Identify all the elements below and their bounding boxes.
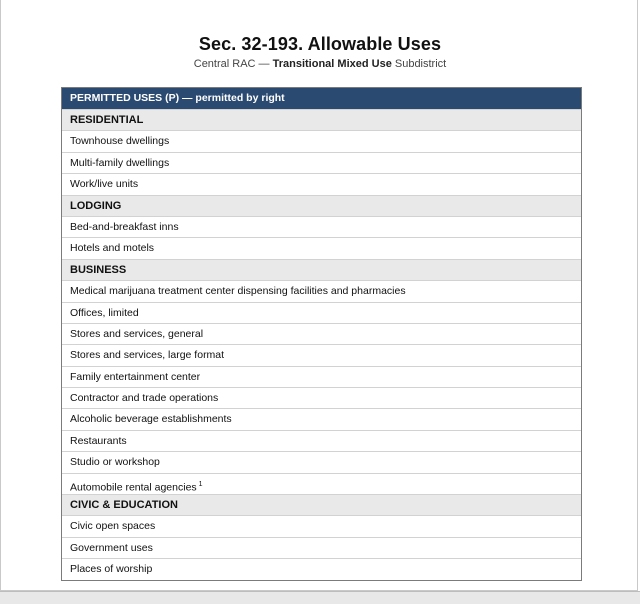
use-label: Medical marijuana treatment center dispensing facilities and pharmacies — [70, 285, 406, 298]
page-title: Sec. 32-193. Allowable Uses — [198, 34, 442, 54]
table-row — [62, 173, 581, 194]
category-row — [62, 109, 581, 130]
use-label: Bed-and-breakfast inns — [70, 220, 179, 233]
table-row — [62, 408, 581, 429]
footnote-marker: 1 — [198, 480, 203, 488]
category-row — [62, 259, 581, 280]
category-label: BUSINESS — [70, 263, 127, 276]
use-label: Restaurants — [70, 434, 127, 447]
bottom-edge — [0, 591, 640, 604]
table-row — [62, 387, 581, 408]
use-label: Offices, limited — [70, 306, 139, 319]
use-label: Government uses — [70, 541, 153, 554]
table-row — [62, 216, 581, 237]
use-label: Civic open spaces — [70, 520, 156, 533]
table-row — [62, 302, 581, 323]
use-label: Places of worship — [70, 563, 153, 576]
table-row — [62, 130, 581, 151]
table-row — [62, 366, 581, 387]
category-label: CIVIC & EDUCATION — [70, 499, 178, 512]
table-row — [62, 515, 581, 536]
use-label: Contractor and trade operations — [70, 392, 219, 405]
table-row — [62, 237, 581, 258]
use-label: Work/live units — [70, 178, 139, 191]
use-label: Townhouse dwellings — [70, 135, 170, 148]
page-subtitle — [0, 58, 640, 70]
table-row — [62, 537, 581, 558]
use-label: Alcoholic beverage establishments — [70, 413, 232, 426]
table-row — [62, 323, 581, 344]
table-header: PERMITTED USES (P) — permitted by right — [62, 88, 581, 109]
table-row — [62, 344, 581, 365]
table-body — [62, 109, 581, 580]
table-row — [62, 451, 581, 472]
use-label: Studio or workshop — [70, 456, 160, 469]
table-row — [62, 430, 581, 451]
use-label: Automobile rental agencies — [70, 481, 197, 494]
category-label: RESIDENTIAL — [70, 114, 144, 126]
subtitle-district: Transitional Mixed Use — [272, 58, 392, 70]
subtitle-suffix: Subdistrict — [391, 58, 447, 70]
use-label: Stores and services, large format — [70, 349, 225, 362]
table-row — [62, 558, 581, 579]
subtitle-prefix: Central RAC — — [193, 58, 273, 70]
table-row — [62, 152, 581, 173]
category-label: LODGING — [70, 199, 122, 212]
category-row — [62, 195, 581, 216]
use-label: Multi-family dwellings — [70, 156, 170, 169]
table-row — [62, 473, 581, 494]
uses-table — [61, 87, 582, 581]
use-label: Hotels and motels — [70, 242, 155, 255]
category-row — [62, 494, 581, 515]
table-row — [62, 280, 581, 301]
use-label: Family entertainment center — [70, 370, 201, 383]
use-label: Stores and services, general — [70, 327, 204, 340]
